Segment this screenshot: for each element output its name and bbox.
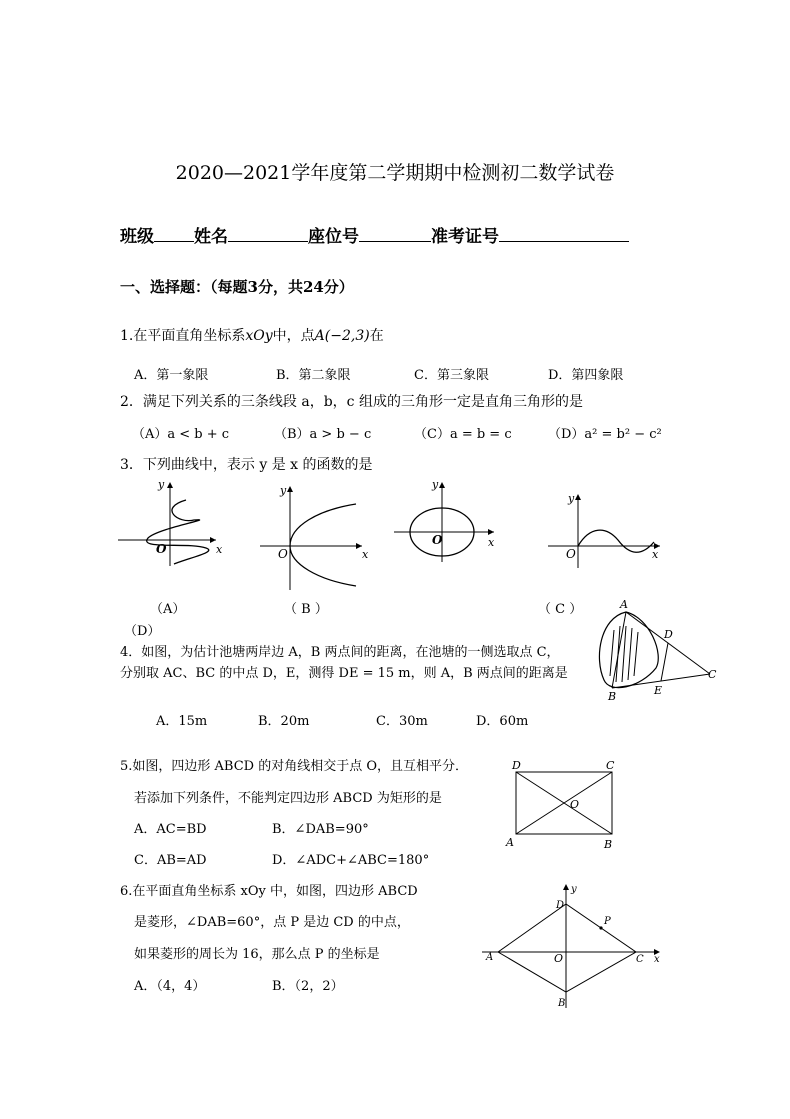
q2-stem: 2．满足下列关系的三条线段 a，b，c 组成的三角形一定是直角三角形的是 xyxy=(120,394,583,410)
curve-sine xyxy=(578,530,654,552)
q4-line1: 4．如图，为估计池塘两岸边 A，B 两点间的距离，在池塘的一侧选取点 C， xyxy=(120,645,560,660)
label-d: D xyxy=(664,628,673,641)
name-label: 姓名 xyxy=(194,227,228,247)
y-label: y xyxy=(432,478,439,491)
class-blank[interactable] xyxy=(154,227,194,242)
y-label: y xyxy=(571,884,577,895)
q4-option-b[interactable]: B．20m xyxy=(258,714,310,729)
seat-blank[interactable] xyxy=(359,227,431,242)
origin-label: O xyxy=(432,533,443,547)
label-o: O xyxy=(570,798,580,811)
x-label: x xyxy=(216,543,223,556)
pond-hatch xyxy=(622,626,626,682)
y-arrow xyxy=(439,482,445,488)
q4-line2: 分别取 AC、BC 的中点 D，E，测得 DE = 15 m，则 A，B 两点间的距离是 xyxy=(120,666,568,681)
label-b: B xyxy=(558,998,566,1009)
label-d: D xyxy=(512,759,521,772)
q3-graph-d xyxy=(546,490,666,570)
pond-outline xyxy=(599,612,658,688)
q4-option-c[interactable]: C．30m xyxy=(376,714,428,729)
point-p xyxy=(599,926,602,929)
q1-stem-suffix: 在 xyxy=(369,328,384,344)
x-label: x xyxy=(654,954,660,965)
q6-line2: 是菱形，∠DAB=60°，点 P 是边 CD 的中点， xyxy=(134,915,410,930)
q4-option-d[interactable]: D．60m xyxy=(476,714,529,729)
origin-label: O xyxy=(156,542,167,556)
q4-pond-figure xyxy=(590,598,730,708)
label-c: C xyxy=(606,759,615,772)
page-title: 2020—2021学年度第二学期期中检测初二数学试卷 xyxy=(175,162,615,184)
name-blank[interactable] xyxy=(228,227,308,242)
class-label: 班级 xyxy=(120,227,154,247)
label-d: D xyxy=(556,900,565,911)
q2-option-d[interactable]: （D）a² = b² − c² xyxy=(548,427,662,442)
label-a: A xyxy=(506,836,514,849)
exam-id-label: 准考证号 xyxy=(431,227,499,247)
origin-label: O xyxy=(278,547,288,561)
y-label: y xyxy=(280,484,287,497)
q5-rectangle-figure xyxy=(506,758,626,852)
pond-hatch xyxy=(628,628,632,680)
q6-option-b[interactable]: B．（2，2） xyxy=(272,979,344,994)
rhombus-abcd xyxy=(498,904,636,992)
q3-graph-a xyxy=(118,478,228,568)
y-arrow xyxy=(287,486,293,492)
q1-option-b[interactable]: B．第二象限 xyxy=(276,368,351,383)
y-label: y xyxy=(158,478,165,491)
q1-point: A(−2,3) xyxy=(314,328,370,344)
label-a: A xyxy=(620,598,628,611)
q1-option-c[interactable]: C．第三象限 xyxy=(414,368,489,383)
q5-option-a[interactable]: A．AC=BD xyxy=(134,822,207,837)
exam-id-blank[interactable] xyxy=(499,227,629,242)
y-arrow xyxy=(563,884,569,890)
q1-stem-mid: 中，点 xyxy=(272,328,315,344)
q3-label-b: （ B ） xyxy=(284,602,328,617)
q5-line2: 若添加下列条件，不能判定四边形 ABCD 为矩形的是 xyxy=(134,791,442,806)
x-label: x xyxy=(362,548,369,561)
q2-option-c[interactable]: （C）a = b = c xyxy=(414,427,512,442)
q5-option-d[interactable]: D．∠ADC+∠ABC=180° xyxy=(272,853,430,868)
q1-option-a[interactable]: A．第一象限 xyxy=(134,368,209,383)
origin-label: O xyxy=(566,547,576,561)
q5-option-b[interactable]: B．∠DAB=90° xyxy=(272,822,369,837)
curve-parabola xyxy=(290,504,356,586)
label-e: E xyxy=(654,684,663,697)
label-o: O xyxy=(554,952,564,965)
q3-label-c: （ C ） xyxy=(538,602,583,617)
label-p: P xyxy=(604,916,611,927)
q2-option-a[interactable]: （A）a < b + c xyxy=(132,427,230,442)
y-label: y xyxy=(568,492,575,505)
q3-label-a: （A） xyxy=(150,602,186,617)
label-b: B xyxy=(604,838,613,851)
segment-de xyxy=(661,643,668,681)
pond-hatch xyxy=(610,630,614,676)
q1-stem xyxy=(120,325,384,345)
q2-option-b[interactable]: （B）a > b − c xyxy=(274,427,372,442)
q6-rhombus-figure xyxy=(478,880,668,1010)
q5-option-c[interactable]: C．AB=AD xyxy=(134,853,207,868)
q6-line3: 如果菱形的周长为 16，那么点 P 的坐标是 xyxy=(134,947,380,962)
q6-option-a[interactable]: A．（4，4） xyxy=(134,979,206,994)
x-arrow xyxy=(488,529,494,535)
pond-hatch xyxy=(634,632,638,676)
label-b: B xyxy=(608,690,617,703)
label-c: C xyxy=(708,668,717,681)
q3-graph-b xyxy=(258,484,368,594)
seat-label: 座位号 xyxy=(308,227,359,247)
q1-var: xOy xyxy=(245,328,273,344)
q6-line1: 6.在平面直角坐标系 xOy 中，如图，四边形 ABCD xyxy=(120,884,418,899)
label-a: A xyxy=(486,952,494,963)
section-heading: 一、选择题：（每题3分，共24分） xyxy=(120,278,354,296)
q1-stem-text: 1.在平面直角坐标系 xyxy=(120,328,246,344)
x-label: x xyxy=(488,536,495,549)
q3-label-d: （D） xyxy=(124,624,161,639)
q3-graph-c xyxy=(394,478,504,568)
y-arrow xyxy=(575,494,581,500)
y-arrow xyxy=(167,482,173,488)
q4-option-a[interactable]: A．15m xyxy=(156,714,208,729)
x-label: x xyxy=(652,548,659,561)
q5-line1: 5.如图，四边形 ABCD 的对角线相交于点 O，且互相平分． xyxy=(120,759,469,774)
q1-option-d[interactable]: D．第四象限 xyxy=(548,368,624,383)
student-info-line xyxy=(120,222,629,247)
q3-stem: 3．下列曲线中，表示 y 是 x 的函数的是 xyxy=(120,457,373,473)
label-c: C xyxy=(636,954,644,965)
